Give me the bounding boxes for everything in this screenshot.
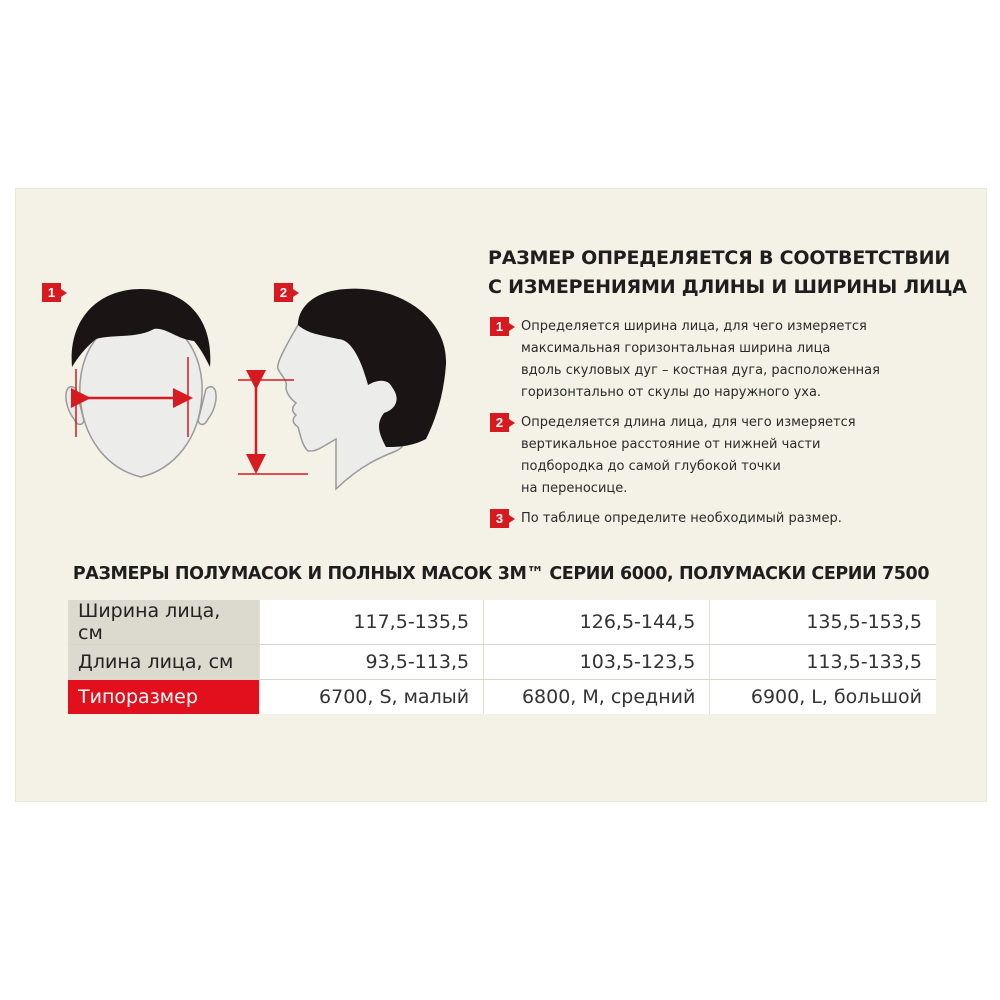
table-cell: 117,5-135,5 — [260, 600, 484, 645]
table-cell: 113,5-133,5 — [710, 645, 936, 680]
instruction-steps — [490, 316, 960, 538]
table-cell: 126,5-144,5 — [484, 600, 710, 645]
row-label-face-length: Длина лица, см — [68, 645, 260, 680]
size-table — [68, 600, 936, 714]
heading-line-2: С ИЗМЕРЕНИЯМИ ДЛИНЫ И ШИРИНЫ ЛИЦА — [488, 276, 967, 298]
head-profile-icon — [238, 289, 446, 489]
head-front-icon — [66, 289, 216, 477]
head-illustrations — [16, 189, 486, 509]
table-title: РАЗМЕРЫ ПОЛУМАСОК И ПОЛНЫХ МАСОК 3M™ СЕРИИ 6000, ПОЛУМАСКИ СЕРИИ 7500 — [72, 564, 930, 584]
table-row — [68, 680, 936, 715]
table-cell: 6700, S, малый — [260, 680, 484, 715]
step-3 — [490, 508, 960, 530]
step-1 — [490, 316, 960, 404]
table-row — [68, 600, 936, 645]
table-cell: 6900, L, большой — [710, 680, 936, 715]
step-1-text: Определяется ширина лица, для чего измеряется максимальная горизонтальная ширина лица вдоль скуловых дуг – костная дуга, расположенная горизонтально от скулы до наружного уха. — [521, 319, 880, 400]
size-guide-card — [15, 188, 987, 802]
table-cell: 135,5-153,5 — [710, 600, 936, 645]
figure-1-badge: 1 — [42, 283, 61, 302]
figure-2-badge: 2 — [274, 283, 293, 302]
table-row — [68, 645, 936, 680]
table-cell: 93,5-113,5 — [260, 645, 484, 680]
step-3-text: По таблице определите необходимый размер. — [521, 511, 842, 526]
step-2-text: Определяется длина лица, для чего измеряется вертикальное расстояние от нижней части подбородка до самой глубокой точки на переносице. — [521, 415, 856, 496]
step-2 — [490, 412, 960, 500]
table-cell: 103,5-123,5 — [484, 645, 710, 680]
page-heading — [488, 244, 978, 302]
table-cell: 6800, M, средний — [484, 680, 710, 715]
step-1-badge: 1 — [490, 317, 509, 336]
row-label-size-type: Типоразмер — [68, 680, 260, 715]
step-3-badge: 3 — [490, 509, 509, 528]
step-2-badge: 2 — [490, 413, 509, 432]
heading-line-1: РАЗМЕР ОПРЕДЕЛЯЕТСЯ В СООТВЕТСТВИИ — [488, 247, 951, 269]
row-label-face-width: Ширина лица, см — [68, 600, 260, 645]
